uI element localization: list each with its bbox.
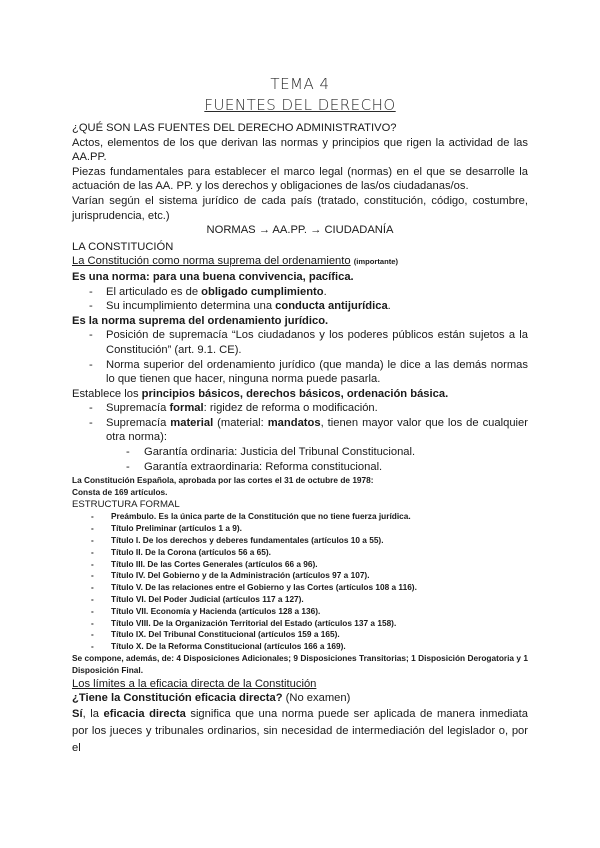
list-supremacia bbox=[72, 401, 528, 445]
ce-articles-line: Consta de 169 artículos. bbox=[72, 487, 168, 498]
list-norma-suprema bbox=[72, 328, 528, 386]
section-heading-limites: Los límites a la eficacia directa de la Constitución bbox=[72, 677, 317, 690]
intro-question: ¿QUÉ SON LAS FUENTES DEL DERECHO ADMINISTRATIVO? bbox=[72, 122, 397, 134]
ce-approval-line: La Constitución Española, aprobada por las cortes el 31 de octubre de 1978: bbox=[72, 475, 374, 486]
document-page bbox=[72, 74, 528, 757]
section-heading-estructura: ESTRUCTURA FORMAL bbox=[72, 498, 180, 510]
list-item: - Título V. De las relaciones entre el Gobierno y las Cortes (artículos 108 a 116). bbox=[72, 582, 528, 594]
list-es-una-norma bbox=[72, 285, 528, 314]
list-item: - Su incumplimiento determina una conducta antijurídica. bbox=[72, 299, 528, 314]
list-item: - Título IX. Del Tribunal Constitucional (artículos 159 a 165). bbox=[72, 629, 528, 641]
point-establece: Establece los principios básicos, derechos básicos, ordenación básica. bbox=[72, 387, 449, 400]
list-item: - Título IV. Del Gobierno y de la Administración (artículos 97 a 107). bbox=[72, 570, 528, 582]
limites-question: ¿Tiene la Constitución eficacia directa? (No examen) bbox=[72, 692, 351, 705]
list-item: - Título III. De las Cortes Generales (artículos 66 a 96). bbox=[72, 559, 528, 571]
limites-answer: Sí, la eficacia directa significa que una norma puede ser aplicada de manera inmediata por los jueces y tribunales ordinarios, sin necesidad de intermediación del legislador o, por el bbox=[72, 707, 528, 754]
intro-paragraph-3: Varían según el sistema jurídico de cada país (tratado, constitución, código, costumbre, jurisprudencia, etc.) bbox=[72, 194, 528, 222]
subheading-note: (importante) bbox=[353, 257, 399, 267]
list-item: - Título VII. Economía y Hacienda (artículos 128 a 136). bbox=[72, 606, 528, 618]
subheading-norma-suprema bbox=[72, 254, 528, 270]
list-item: - El articulado es de obligado cumplimiento. bbox=[72, 285, 528, 300]
intro-paragraph-1: Actos, elementos de los que derivan las normas y principios que rigen la actividad de las AA.PP. bbox=[72, 136, 528, 164]
list-item: - Norma superior del ordenamiento jurídico (que manda) le dice a las demás normas lo que tienen que hacer, ninguna norma puede pasarla. bbox=[72, 358, 528, 387]
intro-flow: NORMAS → AA.PP. → CIUDADANÍA bbox=[206, 224, 394, 237]
point-norma-suprema: Es la norma suprema del ordenamiento jurídico. bbox=[72, 314, 329, 327]
estructura-footer: Se compone, además, de: 4 Disposiciones Adicionales; 9 Disposiciones Transitorias; 1 Disposición Derogatoria y 1 Disposición Final. bbox=[72, 653, 528, 675]
list-item: - Título I. De los derechos y deberes fundamentales (artículos 10 a 55). bbox=[72, 535, 528, 547]
subheading-text: La Constitución como norma suprema del ordenamiento bbox=[72, 255, 351, 268]
list-item: - Preámbulo. Es la única parte de la Constitución que no tiene fuerza jurídica. bbox=[72, 511, 528, 523]
list-item: - Título VI. Del Poder Judicial (artículos 117 a 127). bbox=[72, 594, 528, 606]
list-item: - Título X. De la Reforma Constitucional (artículos 166 a 169). bbox=[72, 641, 528, 653]
list-item: - Supremacía material (material: mandatos, tienen mayor valor que los de cualquier otra norma): bbox=[72, 416, 528, 445]
list-item: - Título II. De la Corona (artículos 56 a 65). bbox=[72, 547, 528, 559]
intro-paragraph-2: Piezas fundamentales para establecer el marco legal (normas) en el que se desarrolle la actuación de las AA. PP. y los derechos y obligaciones de las/os ciudadanas/os. bbox=[72, 165, 528, 193]
list-estructura bbox=[72, 511, 528, 653]
section-heading-constitucion: LA CONSTITUCIÓN bbox=[72, 240, 174, 253]
list-garantias bbox=[72, 445, 528, 474]
list-item: - Supremacía formal: rigidez de reforma o modificación. bbox=[72, 401, 528, 416]
document-title-topic: TEMA 4 bbox=[270, 75, 330, 93]
point-es-una-norma: Es una norma: para una buena convivencia, pacífica. bbox=[72, 270, 354, 283]
list-item: - Garantía extraordinaria: Reforma constitucional. bbox=[72, 460, 528, 475]
list-item: - Garantía ordinaria: Justicia del Tribunal Constitucional. bbox=[72, 445, 528, 460]
list-item: - Título Preliminar (artículos 1 a 9). bbox=[72, 523, 528, 535]
document-title-subject: FUENTES DEL DERECHO bbox=[204, 96, 396, 114]
list-item: - Posición de supremacía “Los ciudadanos y los poderes públicos están sujetos a la Constitución” (art. 9.1. CE). bbox=[72, 328, 528, 357]
list-item: - Título VIII. De la Organización Territorial del Estado (artículos 137 a 158). bbox=[72, 618, 528, 630]
